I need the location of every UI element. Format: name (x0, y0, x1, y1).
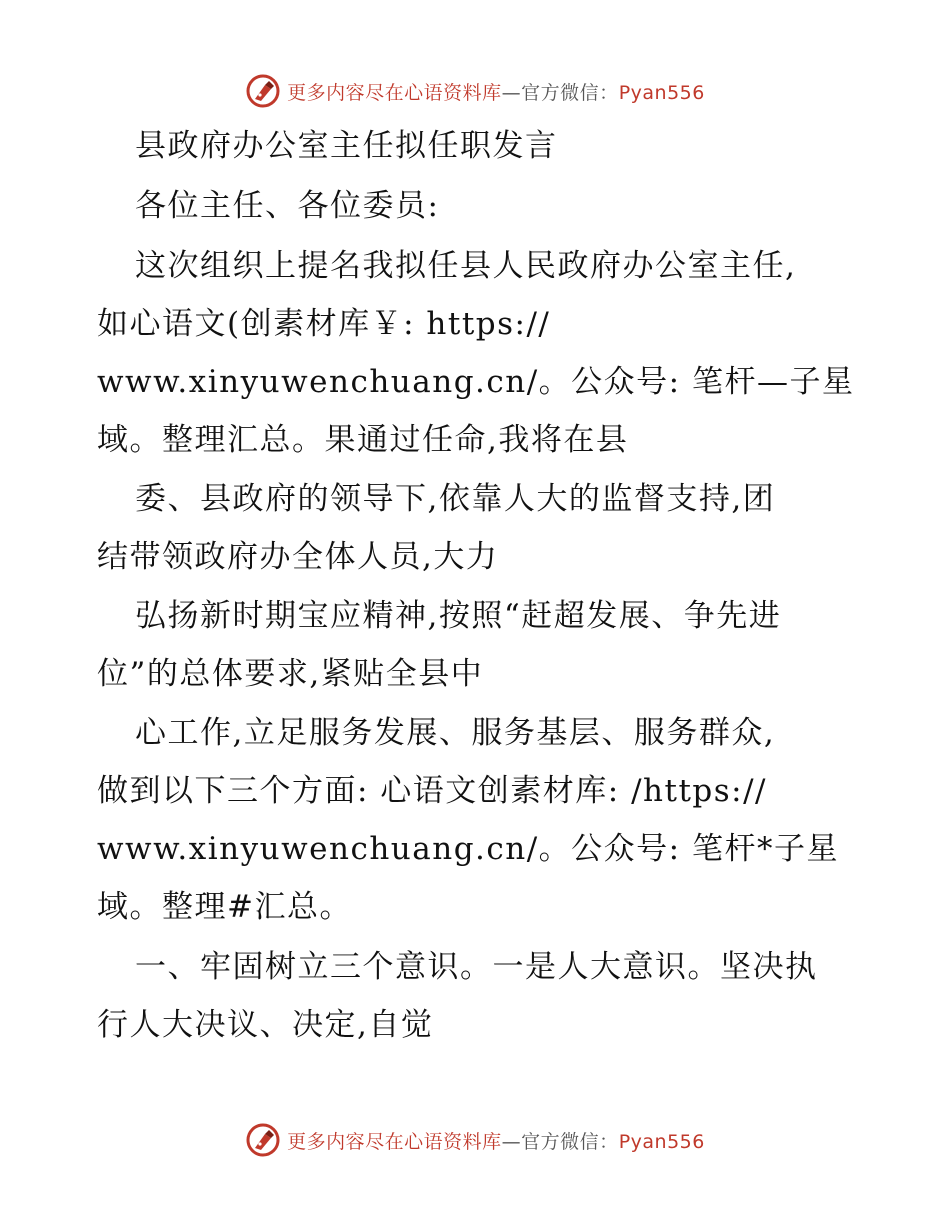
text-line: 域。整理汇总。果通过任命,我将在县 (97, 422, 629, 458)
text-line: 委、县政府的领导下,依靠人大的监督支持,团 (135, 481, 776, 517)
text-line: www.xinyuwenchuang.cn/。公众号: 笔杆—子星 (97, 364, 855, 400)
text-line: 结带领政府办全体人员,大力 (97, 539, 499, 575)
text-line: 域。整理#汇总。 (97, 889, 352, 925)
footer-watermark-banner (0, 1120, 950, 1160)
text-line: 行人大决议、决定,自觉 (97, 1007, 434, 1043)
watermark-text: 更多内容尽在心语资料库—官方微信：Pyan556 (287, 1130, 705, 1153)
header-watermark-banner (0, 71, 950, 111)
text-line: 心工作,立足服务发展、服务基层、服务群众, (135, 715, 776, 751)
text-line: 位”的总体要求,紧贴全县中 (97, 656, 484, 692)
salutation-line: 各位主任、各位委员: (135, 188, 440, 224)
pen-nib-logo-icon (245, 73, 281, 109)
text-line: 如心语文(创素材库￥: https:// (97, 306, 551, 342)
text-line: 这次组织上提名我拟任县人民政府办公室主任, (135, 248, 797, 284)
section-heading-line: 一、牢固树立三个意识。一是人大意识。坚决执 (135, 949, 818, 985)
watermark-text: 更多内容尽在心语资料库—官方微信：Pyan556 (287, 81, 705, 104)
text-line: 做到以下三个方面: 心语文创素材库: /https:// (97, 773, 768, 809)
text-line: www.xinyuwenchuang.cn/。公众号: 笔杆*子星 (97, 831, 839, 867)
document-title: 县政府办公室主任拟任职发言 (135, 128, 558, 164)
text-line: 弘扬新时期宝应精神,按照“赶超发展、争先进 (135, 598, 782, 634)
pen-nib-logo-icon (245, 1122, 281, 1158)
